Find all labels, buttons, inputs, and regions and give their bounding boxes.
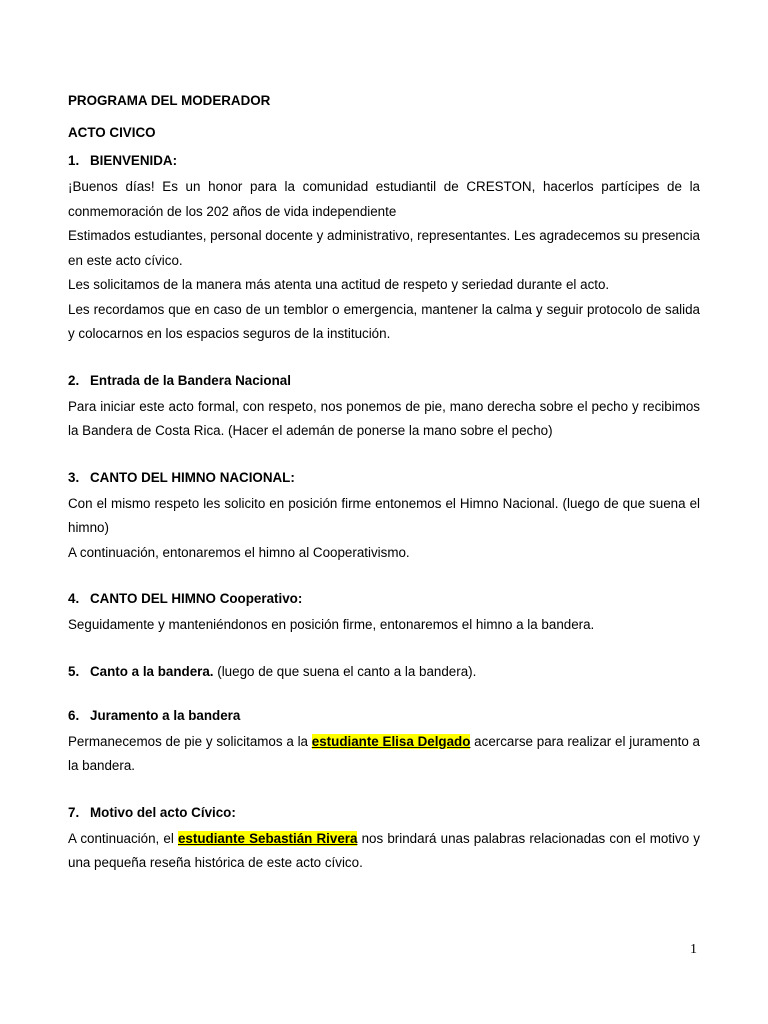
section-note: (luego de que suena el canto a la bandera). (213, 663, 477, 679)
document-title: PROGRAMA DEL MODERADOR (68, 93, 271, 108)
section-title: BIENVENIDA: (90, 153, 178, 168)
section-number: 5. (68, 663, 80, 679)
section-himno-cooperativo (68, 589, 700, 638)
section-himno-nacional (68, 468, 700, 566)
highlighted-name: estudiante Elisa Delgado (311, 733, 471, 749)
paragraph: Les recordamos que en caso de un temblor o emergencia, mantener la calma y seguir protocolo de salida y colocarnos en los espacios seguros de la institución. (68, 301, 700, 341)
section-bienvenida (68, 151, 700, 347)
paragraph-text: nos brindará unas palabras relacionadas con el motivo y una pequeña reseña histórica de este acto cívico. (68, 830, 700, 870)
page-number: 1 (690, 942, 697, 957)
section-heading (68, 662, 700, 682)
paragraph: ¡Buenos días! Es un honor para la comunidad estudiantil de CRESTON, hacerlos partícipes de la conmemoración de los 202 años de vida independiente (68, 179, 700, 219)
section-title: CANTO DEL HIMNO NACIONAL: (90, 469, 295, 485)
section-number: 6. (68, 707, 80, 723)
paragraph: Seguidamente y manteniéndonos en posición firme, entonaremos el himno a la bandera. (68, 617, 595, 632)
section-number: 2. (68, 372, 80, 388)
paragraph-text: A continuación, el (68, 830, 178, 846)
paragraph: Estimados estudiantes, personal docente y administrativo, representantes. Les agradecemos su presencia en este acto cívico. (68, 228, 700, 268)
section-heading (68, 468, 700, 488)
paragraph: A continuación, entonaremos el himno al Cooperativismo. (68, 544, 410, 560)
highlighted-name: estudiante Sebastián Rivera (177, 830, 358, 846)
section-number: 4. (68, 591, 80, 606)
paragraph: Les solicitamos de la manera más atenta una actitud de respeto y seriedad durante el acto. (68, 277, 610, 292)
section-title: Canto a la bandera. (90, 663, 214, 679)
section-motivo (68, 803, 700, 876)
section-heading (68, 803, 700, 823)
section-title: Motivo del acto Cívico: (90, 804, 236, 820)
document-page (68, 91, 700, 900)
section-heading (68, 589, 700, 609)
paragraph (68, 730, 700, 779)
document-subtitle: ACTO CIVICO (68, 125, 156, 140)
section-entrada-bandera (68, 371, 700, 444)
section-number: 3. (68, 469, 80, 485)
section-number: 7. (68, 804, 80, 820)
paragraph: Con el mismo respeto les solicito en posición firme entonemos el Himno Nacional. (luego de que suena el himno) (68, 495, 700, 535)
section-juramento (68, 706, 700, 779)
paragraph-text: acercarse para realizar el juramento a la bandera. (68, 733, 700, 773)
section-heading (68, 371, 700, 391)
section-heading (68, 151, 700, 171)
section-canto-bandera (68, 662, 700, 682)
paragraph: Para iniciar este acto formal, con respeto, nos ponemos de pie, mano derecha sobre el pecho y recibimos la Bandera de Costa Rica. (Hacer el ademán de ponerse la mano sobre el pecho) (68, 398, 700, 438)
section-number: 1. (68, 153, 80, 168)
paragraph-text: Permanecemos de pie y solicitamos a la (68, 733, 312, 749)
section-title: Juramento a la bandera (90, 707, 241, 723)
paragraph (68, 827, 700, 876)
section-heading (68, 706, 700, 726)
section-title: CANTO DEL HIMNO Cooperativo: (90, 591, 303, 606)
section-title: Entrada de la Bandera Nacional (90, 372, 291, 388)
